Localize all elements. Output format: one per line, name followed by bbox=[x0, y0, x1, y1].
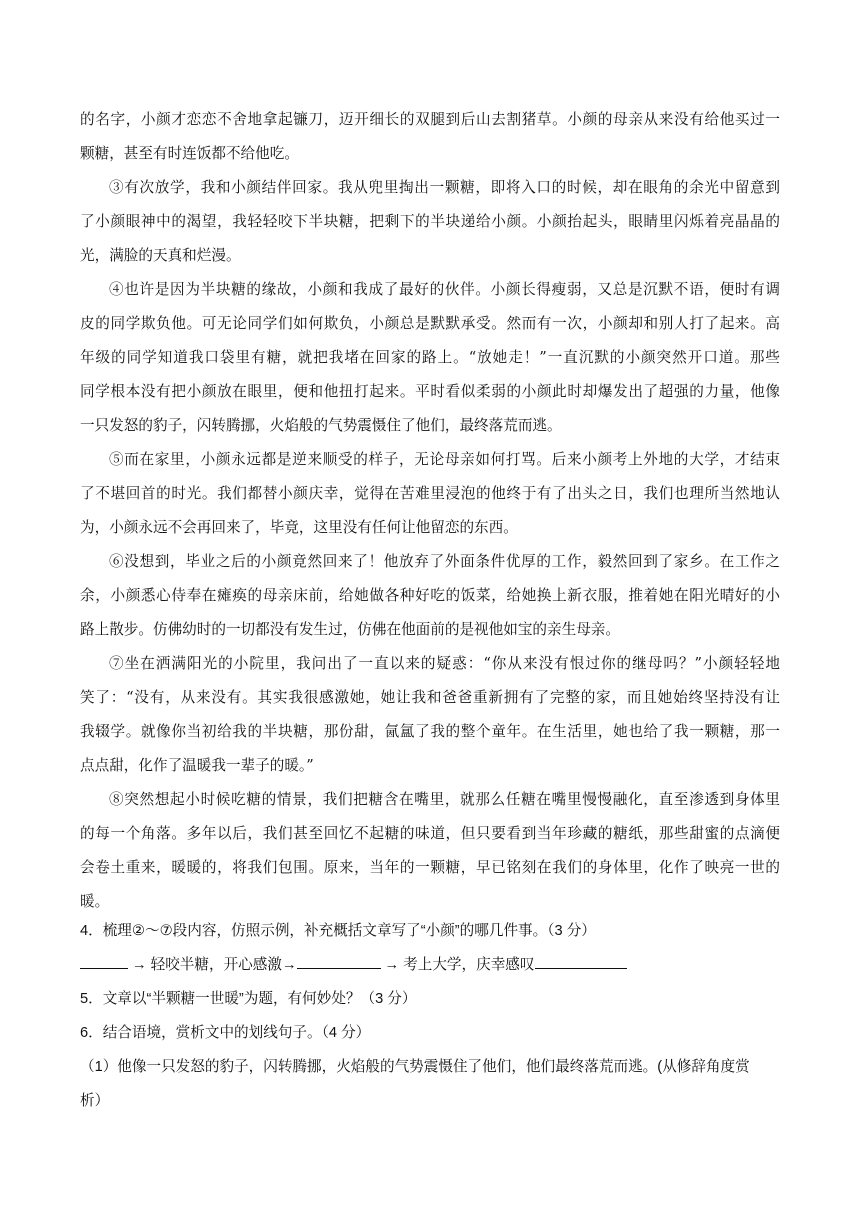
paragraph-5 bbox=[80, 443, 780, 545]
text-line: 了不堪回首的时光。我们都替小颜庆幸，觉得在苦难里浸泡的他终于有了出头之日，我们也理所当然地认 bbox=[80, 485, 780, 502]
question-5-prompt: 5．文章以“半颗糖一世暖”为题，有何妙处？（3 分） bbox=[80, 991, 417, 1007]
text-line: 路上散步。仿佛幼时的一切都没有发生过，仿佛在他面前的是视他如宝的亲生母亲。 bbox=[80, 621, 620, 638]
question-4-answer-chain bbox=[80, 948, 790, 982]
answer-blank[interactable] bbox=[535, 954, 627, 969]
text-line: ④也许是因为半块糖的缘故，小颜和我成了最好的伙伴。小颜长得瘦弱，又总是沉默不语，便时有调 bbox=[109, 281, 780, 298]
arrow-icon: → bbox=[384, 957, 400, 973]
text-line: 的名字，小颜才恋恋不舍地拿起镰刀，迈开细长的双腿到后山去割猪草。小颜的母亲从来没有给他买过一 bbox=[80, 111, 780, 128]
text-line: 皮的同学欺负他。可无论同学们如何欺负，小颜总是默默承受。然而有一次，小颜却和别人打了起来。高 bbox=[80, 315, 780, 332]
answer-blank[interactable] bbox=[80, 954, 128, 969]
text-line: 我辍学。就像你当初给我的半块糖，那份甜，氤氲了我的整个童年。在生活里，她也给了我一颗糖，那一 bbox=[80, 723, 780, 740]
text-line: ⑥没想到，毕业之后的小颜竟然回来了！他放弃了外面条件优厚的工作，毅然回到了家乡。在工作之 bbox=[109, 553, 780, 570]
text-line: 余，小颜悉心侍奉在瘫痪的母亲床前，给她做各种好吃的饭菜，给她换上新衣服，推着她在阳光晴好的小 bbox=[80, 587, 780, 604]
question-6-1-line: 析） bbox=[80, 1093, 110, 1109]
paragraph-6 bbox=[80, 545, 780, 647]
question-4-prompt: 4．梳理②～⑦段内容，仿照示例，补充概括文章写了“小颜”的哪几件事。（3 分） bbox=[80, 923, 596, 939]
text-line: 一只发怒的豹子，闪转腾挪，火焰般的气势震慑住了他们，最终落荒而逃。 bbox=[80, 417, 562, 434]
example-step: 考上大学，庆幸感叹 bbox=[403, 957, 535, 973]
arrow-icon: → bbox=[132, 957, 147, 973]
text-line: ⑤而在家里，小颜永远都是逆来顺受的样子，无论母亲如何打骂。后来小颜考上外地的大学，才结束 bbox=[109, 451, 780, 468]
paragraph-2-continued bbox=[80, 103, 780, 171]
paragraph-3 bbox=[80, 171, 780, 273]
example-step: 轻咬半糖，开心感激→ bbox=[150, 957, 297, 973]
text-line: 了小颜眼神中的渴望，我轻轻咬下半块糖，把剩下的半块递给小颜。小颜抬起头，眼睛里闪烁着亮晶晶的 bbox=[80, 213, 780, 230]
text-line: 年级的同学知道我口袋里有糖，就把我堵在回家的路上。“放她走！”一直沉默的小颜突然开口道。那些 bbox=[80, 349, 780, 366]
paragraph-7 bbox=[80, 647, 780, 783]
text-line: 的每一个角落。多年以后，我们甚至回忆不起糖的味道，但只要看到当年珍藏的糖纸，那些甜蜜的点滴便 bbox=[80, 825, 780, 842]
text-line: 会卷土重来，暖暖的，将我们包围。原来，当年的一颗糖，早已铭刻在我们的身体里，化作了映亮一世的 bbox=[80, 859, 780, 876]
text-line: 为，小颜永远不会再回来了，毕竟，这里没有任何让他留恋的东西。 bbox=[80, 519, 518, 536]
text-line: 点点甜，化作了温暖我一辈子的暖。” bbox=[80, 757, 314, 774]
text-line: 同学根本没有把小颜放在眼里，便和他扭打起来。平时看似柔弱的小颜此时却爆发出了超强的力量，他像 bbox=[80, 383, 780, 400]
paragraph-8 bbox=[80, 783, 780, 919]
text-line: 颗糖，甚至有时连饭都不给他吃。 bbox=[80, 145, 299, 162]
text-line: ⑧突然想起小时候吃糖的情景，我们把糖含在嘴里，就那么任糖在嘴里慢慢融化，直至渗透到身体里 bbox=[109, 791, 780, 808]
text-line: ③有次放学，我和小颜结伴回家。我从兜里掏出一颗糖，即将入口的时候，却在眼角的余光中留意到 bbox=[109, 179, 780, 196]
answer-blank[interactable] bbox=[297, 954, 381, 969]
text-line: 暖。 bbox=[80, 893, 110, 910]
text-line: 笑了：“没有，从来没有。其实我很感激她，她让我和爸爸重新拥有了完整的家，而且她始终坚持没有让 bbox=[80, 689, 780, 706]
text-line: ⑦坐在洒满阳光的小院里，我问出了一直以来的疑惑：“你从来没有恨过你的继母吗？”小颜轻轻地 bbox=[109, 655, 780, 672]
question-6-1-line: （1）他像一只发怒的豹子，闪转腾挪，火焰般的气势震慑住了他们，他们最终落荒而逃。(从修辞角度赏 bbox=[80, 1059, 750, 1075]
paragraph-4 bbox=[80, 273, 780, 443]
text-line: 光，满脸的天真和烂漫。 bbox=[80, 247, 241, 264]
question-6-prompt: 6．结合语境，赏析文中的划线句子。（4 分） bbox=[80, 1025, 371, 1041]
